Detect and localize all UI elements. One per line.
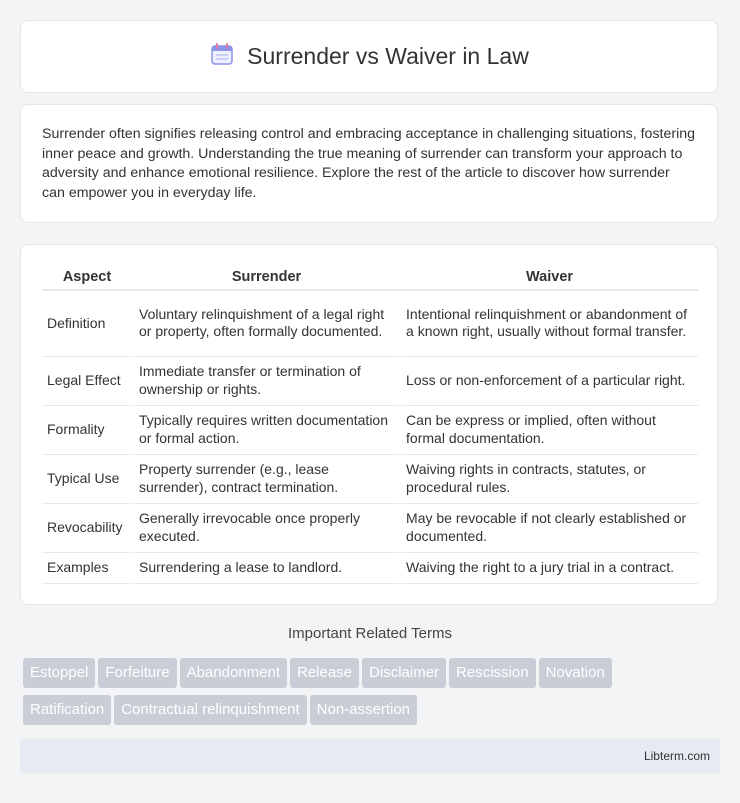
table-cell-aspect: Formality (42, 405, 133, 454)
related-term-tag[interactable]: Abandonment (180, 658, 287, 688)
related-term-tag[interactable]: Rescission (449, 658, 536, 688)
table-row (42, 290, 698, 356)
table-row (42, 356, 698, 405)
table-row (42, 405, 698, 454)
table-cell-surrender: Immediate transfer or termination of ownership or rights. (133, 356, 400, 405)
table-cell-waiver: Intentional relinquishment or abandonment of a known right, usually without formal transfer. (400, 290, 698, 356)
table-cell-waiver: Waiving the right to a jury trial in a contract. (400, 552, 698, 583)
table-cell-surrender: Surrendering a lease to landlord. (133, 552, 400, 583)
related-terms-list (23, 658, 723, 732)
related-terms-title: Important Related Terms (288, 625, 452, 642)
table-cell-waiver: May be revocable if not clearly established or documented. (400, 503, 698, 552)
table-cell-aspect: Revocability (42, 503, 133, 552)
related-term-tag[interactable]: Non-assertion (310, 695, 417, 725)
header-waiver: Waiver (400, 265, 698, 290)
calendar-icon (209, 41, 235, 72)
table-cell-aspect: Definition (42, 290, 133, 356)
intro-text: Surrender often signifies releasing control and embracing acceptance in challenging situations, fostering inner peace and growth. Understanding the true meaning of surrender can transform your approach to adversity and enhance emotional resilience. Explore the rest of the article to discover how surrender can empower you in everyday life. (42, 126, 696, 201)
header-aspect: Aspect (42, 265, 133, 290)
table-cell-aspect: Examples (42, 552, 133, 583)
table-cell-aspect: Typical Use (42, 454, 133, 503)
header-surrender: Surrender (133, 265, 400, 290)
table-cell-waiver: Can be express or implied, often without formal documentation. (400, 405, 698, 454)
related-term-tag[interactable]: Ratification (23, 695, 111, 725)
related-term-tag[interactable]: Estoppel (23, 658, 95, 688)
intro-card (20, 104, 718, 223)
table-row (42, 454, 698, 503)
related-term-tag[interactable]: Novation (539, 658, 612, 688)
table-cell-waiver: Waiving rights in contracts, statutes, or procedural rules. (400, 454, 698, 503)
table-header-row (42, 265, 698, 290)
header-card (20, 20, 718, 93)
table-cell-waiver: Loss or non-enforcement of a particular right. (400, 356, 698, 405)
related-term-tag[interactable]: Forfeiture (98, 658, 176, 688)
table-cell-surrender: Property surrender (e.g., lease surrender), contract termination. (133, 454, 400, 503)
table-cell-aspect: Legal Effect (42, 356, 133, 405)
page-title: Surrender vs Waiver in Law (247, 43, 529, 69)
table-row (42, 503, 698, 552)
footer (20, 739, 720, 773)
table-cell-surrender: Typically requires written documentation or formal action. (133, 405, 400, 454)
table-cell-surrender: Voluntary relinquishment of a legal right or property, often formally documented. (133, 290, 400, 356)
related-term-tag[interactable]: Contractual relinquishment (114, 695, 306, 725)
table-cell-surrender: Generally irrevocable once properly executed. (133, 503, 400, 552)
footer-site-link[interactable]: Libterm.com (643, 749, 710, 763)
related-term-tag[interactable]: Disclaimer (362, 658, 446, 688)
comparison-card (20, 244, 718, 605)
table-row (42, 552, 698, 583)
comparison-table (42, 265, 698, 584)
related-term-tag[interactable]: Release (290, 658, 359, 688)
